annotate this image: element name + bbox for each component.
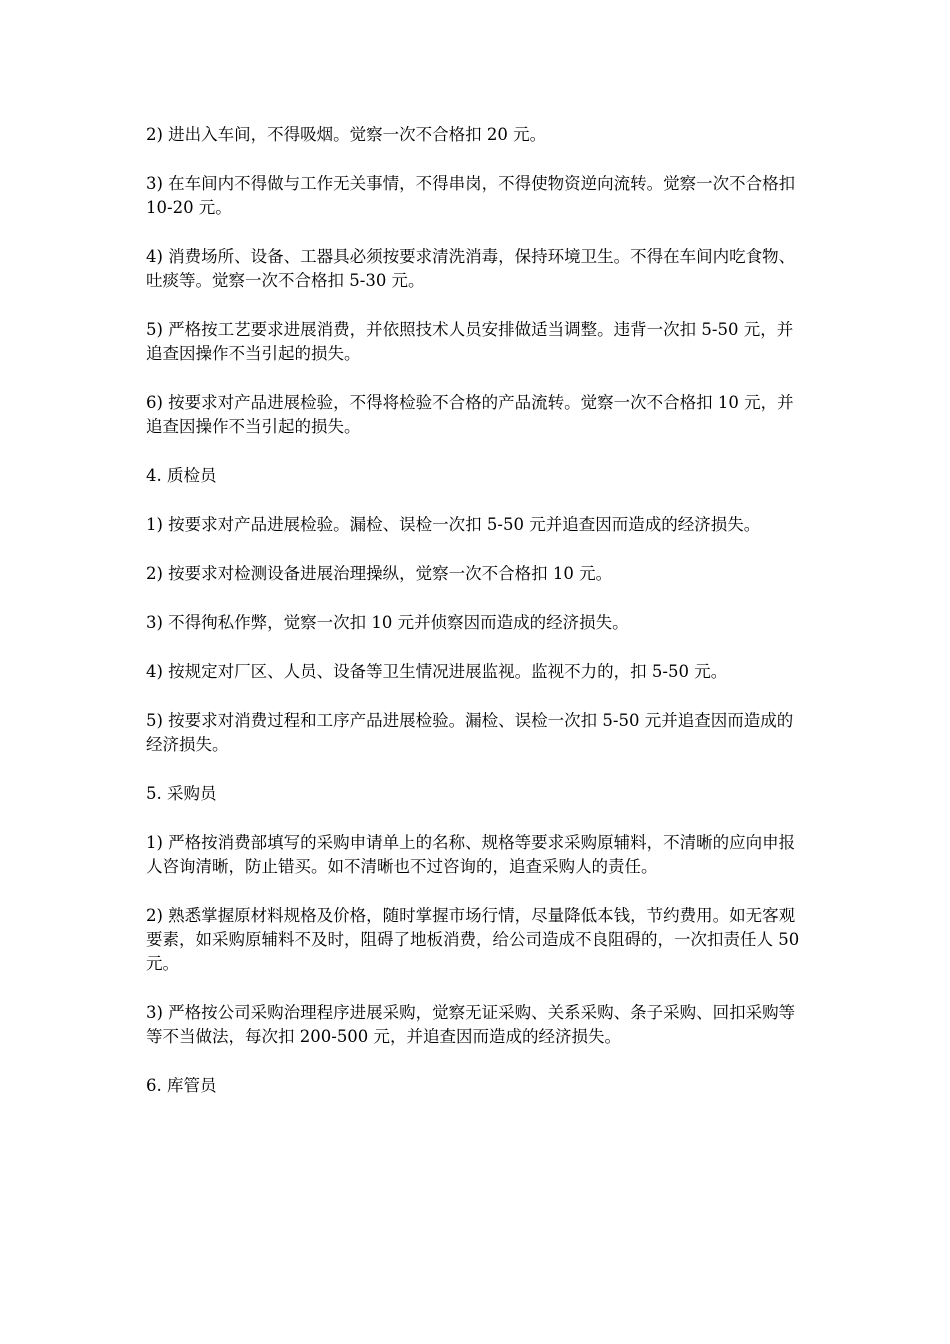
section-heading-warehouse-keeper: 6. 库管员 bbox=[146, 1076, 217, 1095]
rule-item-3-no-unrelated-work: 3) 在车间内不得做与工作无关事情，不得串岗，不得使物资逆向流转。觉察一次不合格扣 10-20 元。 bbox=[146, 174, 796, 217]
qc-item-4: 4) 按规定对厂区、人员、设备等卫生情况进展监视。监视不力的，扣 5-50 元。 bbox=[146, 662, 728, 681]
rule-item-2-smoking: 2) 进出入车间，不得吸烟。觉察一次不合格扣 20 元。 bbox=[146, 125, 547, 144]
document-body bbox=[146, 123, 806, 1123]
purchaser-item-3: 3) 严格按公司采购治理程序进展采购，觉察无证采购、关系采购、条子采购、回扣采购等等不当做法，每次扣 200-500 元，并追查因而造成的经济损失。 bbox=[146, 1003, 796, 1046]
qc-item-5: 5) 按要求对消费过程和工序产品进展检验。漏检、误检一次扣 5-50 元并追查因而造成的经济损失。 bbox=[146, 711, 794, 754]
qc-item-3: 3) 不得徇私作弊，觉察一次扣 10 元并侦察因而造成的经济损失。 bbox=[146, 613, 629, 632]
rule-item-6-inspection: 6) 按要求对产品进展检验，不得将检验不合格的产品流转。觉察一次不合格扣 10 元，并追查因操作不当引起的损失。 bbox=[146, 393, 794, 436]
rule-item-5-process: 5) 严格按工艺要求进展消费，并依照技术人员安排做适当调整。违背一次扣 5-50 元，并追查因操作不当引起的损失。 bbox=[146, 320, 794, 363]
purchaser-item-1: 1) 严格按消费部填写的采购申请单上的名称、规格等要求采购原辅料，不清晰的应向申报人咨询清晰，防止错买。如不清晰也不过咨询的，追查采购人的责任。 bbox=[146, 833, 796, 876]
qc-item-2: 2) 按要求对检测设备进展治理操纵，觉察一次不合格扣 10 元。 bbox=[146, 564, 613, 583]
qc-item-1: 1) 按要求对产品进展检验。漏检、误检一次扣 5-50 元并追查因而造成的经济损失。 bbox=[146, 515, 761, 534]
section-heading-quality-inspector: 4. 质检员 bbox=[146, 466, 217, 485]
purchaser-item-2: 2) 熟悉掌握原材料规格及价格，随时掌握市场行情，尽量降低本钱，节约费用。如无客观要素，如采购原辅料不及时，阻碍了地板消费，给公司造成不良阻碍的，一次扣责任人 50 元。 bbox=[146, 906, 800, 973]
rule-item-4-hygiene: 4) 消费场所、设备、工器具必须按要求清洗消毒，保持环境卫生。不得在车间内吃食物、吐痰等。觉察一次不合格扣 5-30 元。 bbox=[146, 247, 796, 290]
section-heading-purchaser: 5. 采购员 bbox=[146, 784, 217, 803]
